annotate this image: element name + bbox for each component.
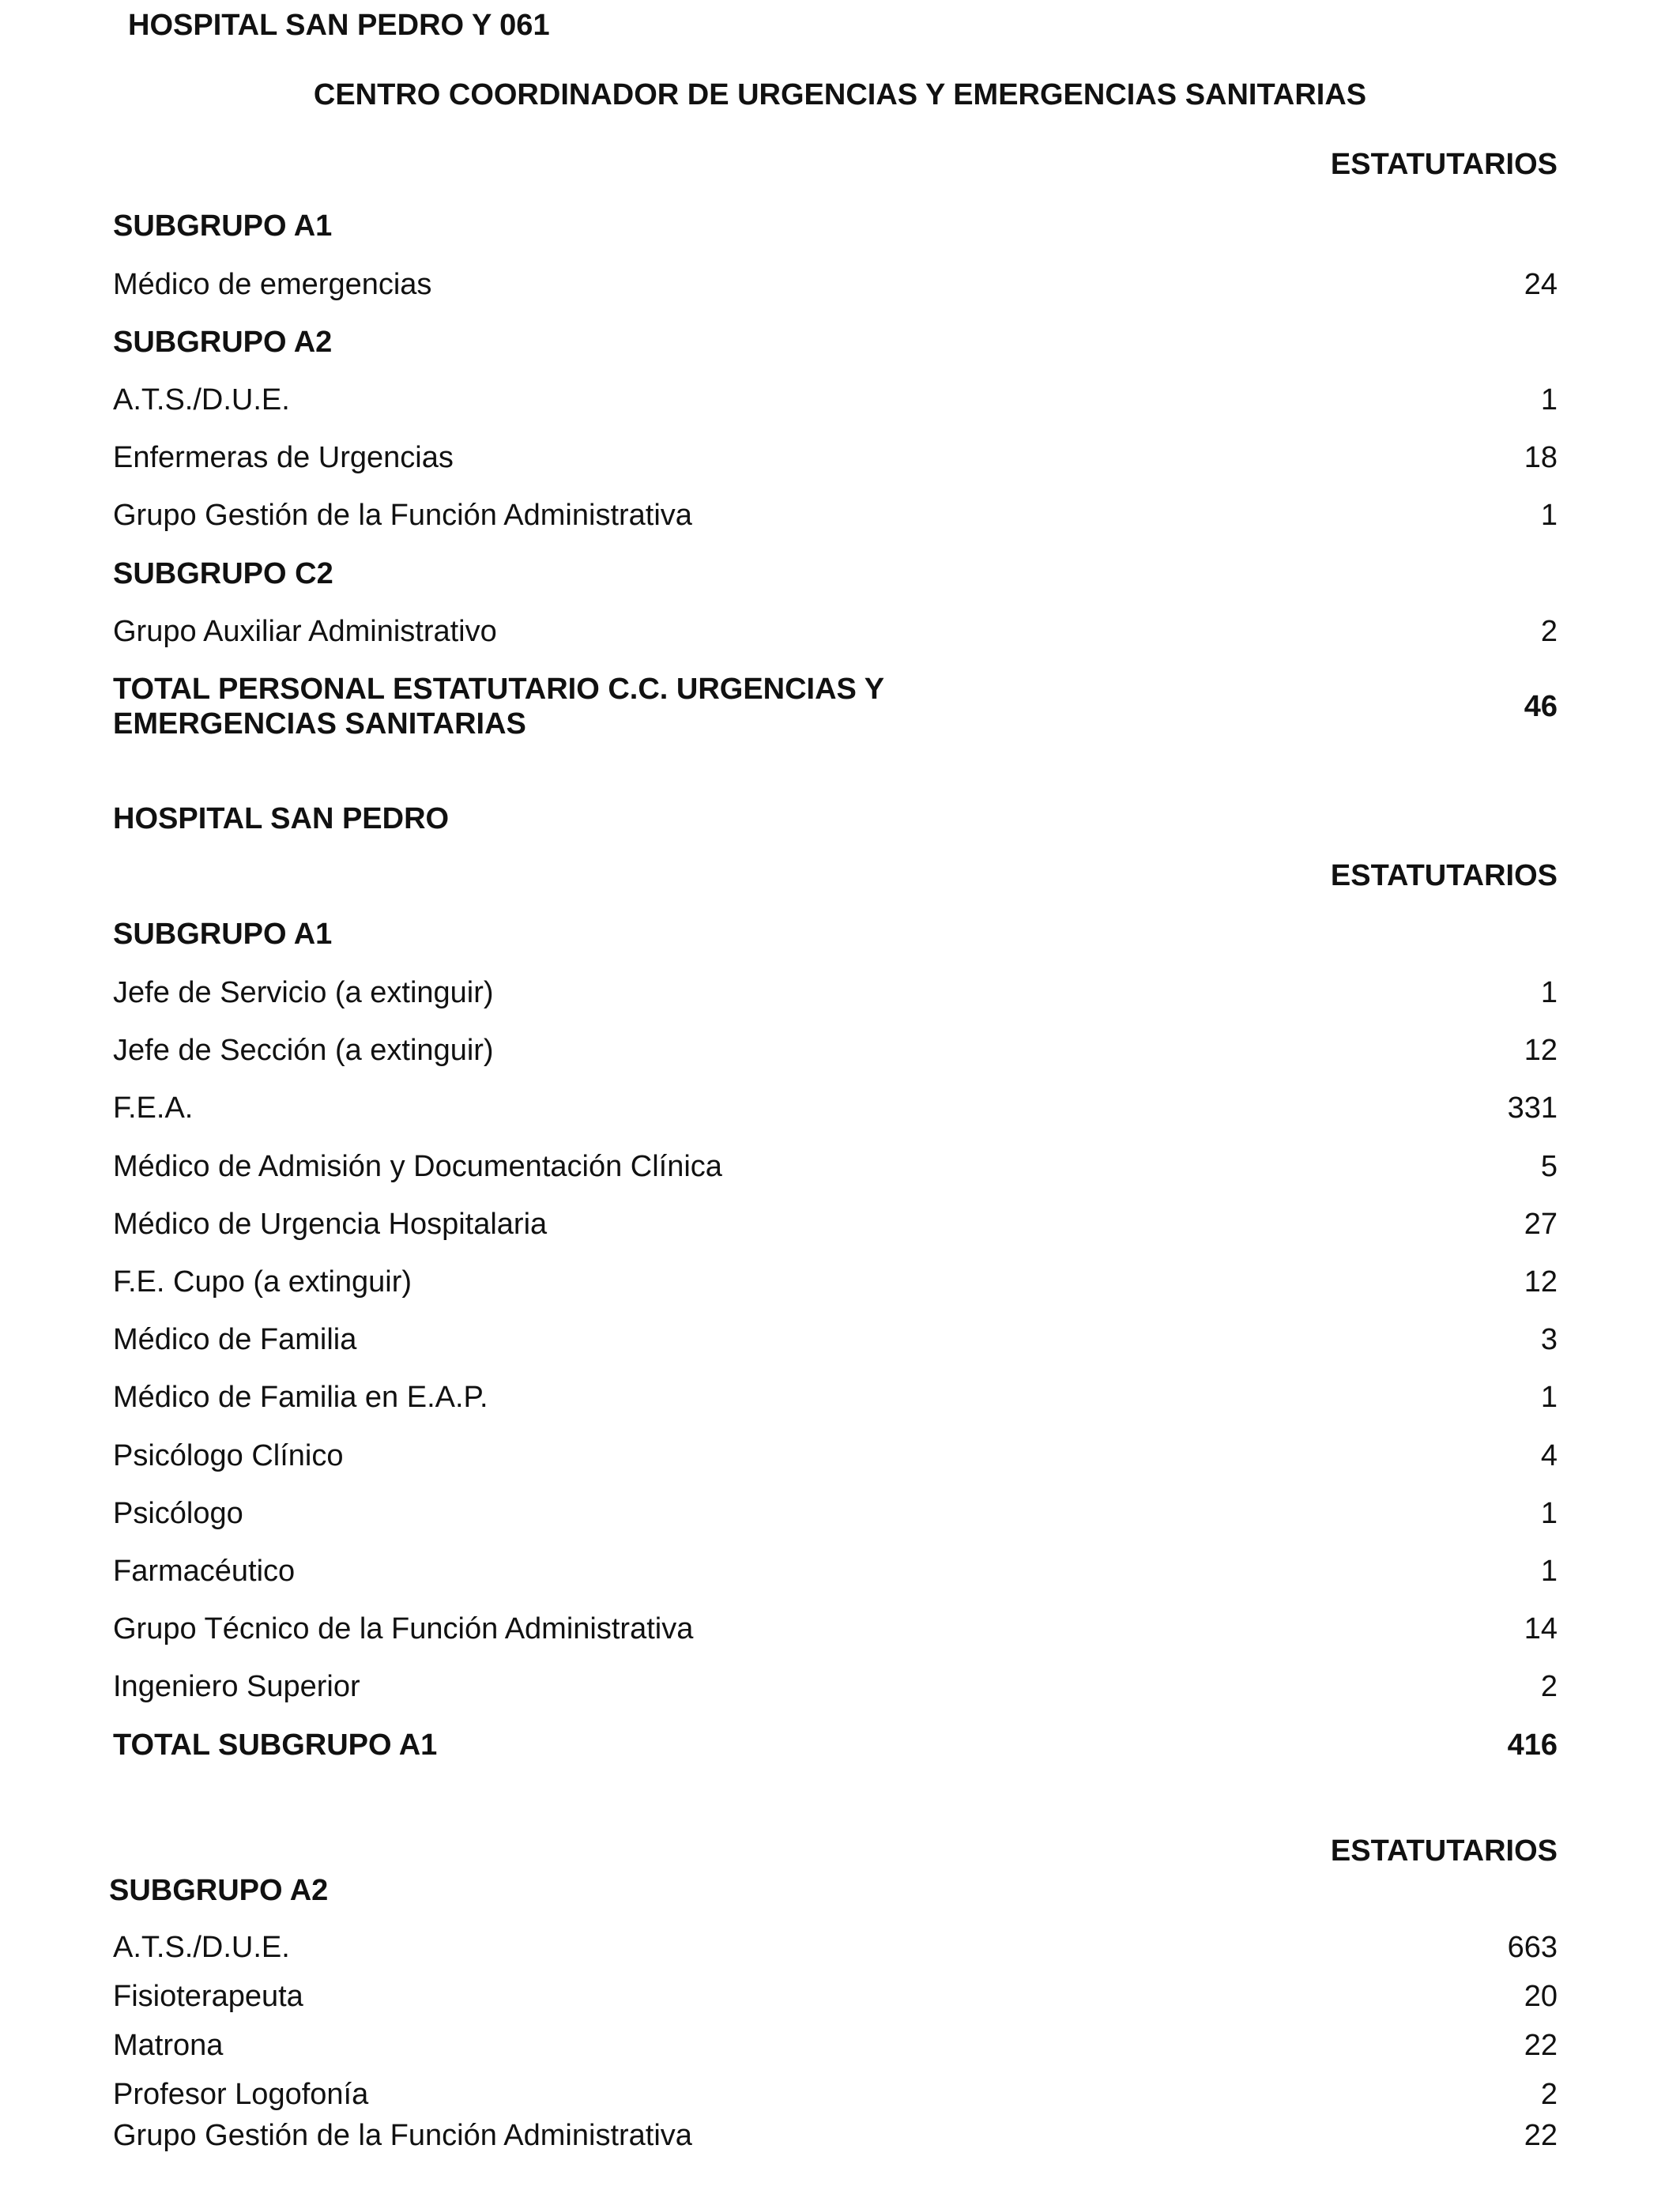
row-value: 1 [1540, 383, 1558, 417]
row-label: Enfermeras de Urgencias [113, 441, 454, 474]
subgroup-heading-a2: SUBGRUPO A2 [113, 326, 333, 359]
row-label: Psicólogo [113, 1497, 243, 1530]
total-value: 46 [1524, 690, 1558, 723]
row-label: Fisioterapeuta [113, 1980, 303, 2013]
subtotal-label-a1: TOTAL SUBGRUPO A1 [113, 1728, 438, 1762]
row-label: F.E. Cupo (a extinguir) [113, 1265, 412, 1299]
row-value: 331 [1507, 1091, 1558, 1125]
row-value: 12 [1524, 1034, 1558, 1067]
row-value: 1 [1540, 499, 1558, 532]
subgroup-heading-a2: SUBGRUPO A2 [109, 1874, 329, 1907]
row-value: 663 [1507, 1931, 1558, 1964]
subgroup-heading-c2: SUBGRUPO C2 [113, 557, 333, 590]
row-label: Médico de emergencias [113, 268, 432, 301]
row-value: 22 [1524, 2119, 1558, 2152]
row-label: Grupo Gestión de la Función Administrativa [113, 2119, 692, 2152]
row-label: Médico de Familia [113, 1323, 357, 1356]
row-value: 1 [1540, 1497, 1558, 1530]
row-label: F.E.A. [113, 1091, 194, 1125]
row-value: 24 [1524, 268, 1558, 301]
row-value: 3 [1540, 1323, 1558, 1356]
row-label: Grupo Técnico de la Función Administrativa [113, 1612, 694, 1646]
document-subtitle: CENTRO COORDINADOR DE URGENCIAS Y EMERGENCIAS SANITARIAS [313, 78, 1367, 111]
row-value: 2 [1540, 615, 1558, 648]
document-title: HOSPITAL SAN PEDRO Y 061 [128, 9, 550, 42]
column-header-estatutarios: ESTATUTARIOS [1330, 1834, 1558, 1868]
row-label: Médico de Familia en E.A.P. [113, 1381, 488, 1414]
column-header-estatutarios: ESTATUTARIOS [1330, 148, 1558, 181]
row-value: 22 [1524, 2029, 1558, 2062]
row-value: 12 [1524, 1265, 1558, 1299]
row-label: Farmacéutico [113, 1555, 296, 1588]
row-label: Ingeniero Superior [113, 1670, 360, 1703]
row-value: 14 [1524, 1612, 1558, 1646]
row-value: 4 [1540, 1439, 1558, 1472]
row-value: 1 [1540, 976, 1558, 1009]
row-value: 5 [1540, 1150, 1558, 1183]
row-label: Grupo Gestión de la Función Administrativa [113, 499, 692, 532]
row-value: 2 [1540, 2078, 1558, 2111]
row-value: 18 [1524, 441, 1558, 474]
row-label: A.T.S./D.U.E. [113, 383, 290, 417]
total-label-line1: TOTAL PERSONAL ESTATUTARIO C.C. URGENCIAS Y [113, 673, 885, 706]
row-label: Matrona [113, 2029, 224, 2062]
row-label: Médico de Admisión y Documentación Clínica [113, 1150, 722, 1183]
row-label: Médico de Urgencia Hospitalaria [113, 1208, 548, 1241]
row-value: 1 [1540, 1555, 1558, 1588]
subgroup-heading-a1: SUBGRUPO A1 [113, 918, 333, 951]
row-label: Jefe de Servicio (a extinguir) [113, 976, 494, 1009]
section-heading-hospital: HOSPITAL SAN PEDRO [113, 802, 450, 835]
row-value: 20 [1524, 1980, 1558, 2013]
row-label: Psicólogo Clínico [113, 1439, 344, 1472]
row-label: A.T.S./D.U.E. [113, 1931, 290, 1964]
row-value: 1 [1540, 1381, 1558, 1414]
row-label: Profesor Logofonía [113, 2078, 369, 2111]
column-header-estatutarios: ESTATUTARIOS [1330, 859, 1558, 892]
row-label: Jefe de Sección (a extinguir) [113, 1034, 494, 1067]
subtotal-value-a1: 416 [1507, 1728, 1558, 1762]
row-value: 27 [1524, 1208, 1558, 1241]
subgroup-heading-a1: SUBGRUPO A1 [113, 209, 333, 243]
row-value: 2 [1540, 1670, 1558, 1703]
total-label-line2: EMERGENCIAS SANITARIAS [113, 707, 526, 741]
row-label: Grupo Auxiliar Administrativo [113, 615, 497, 648]
